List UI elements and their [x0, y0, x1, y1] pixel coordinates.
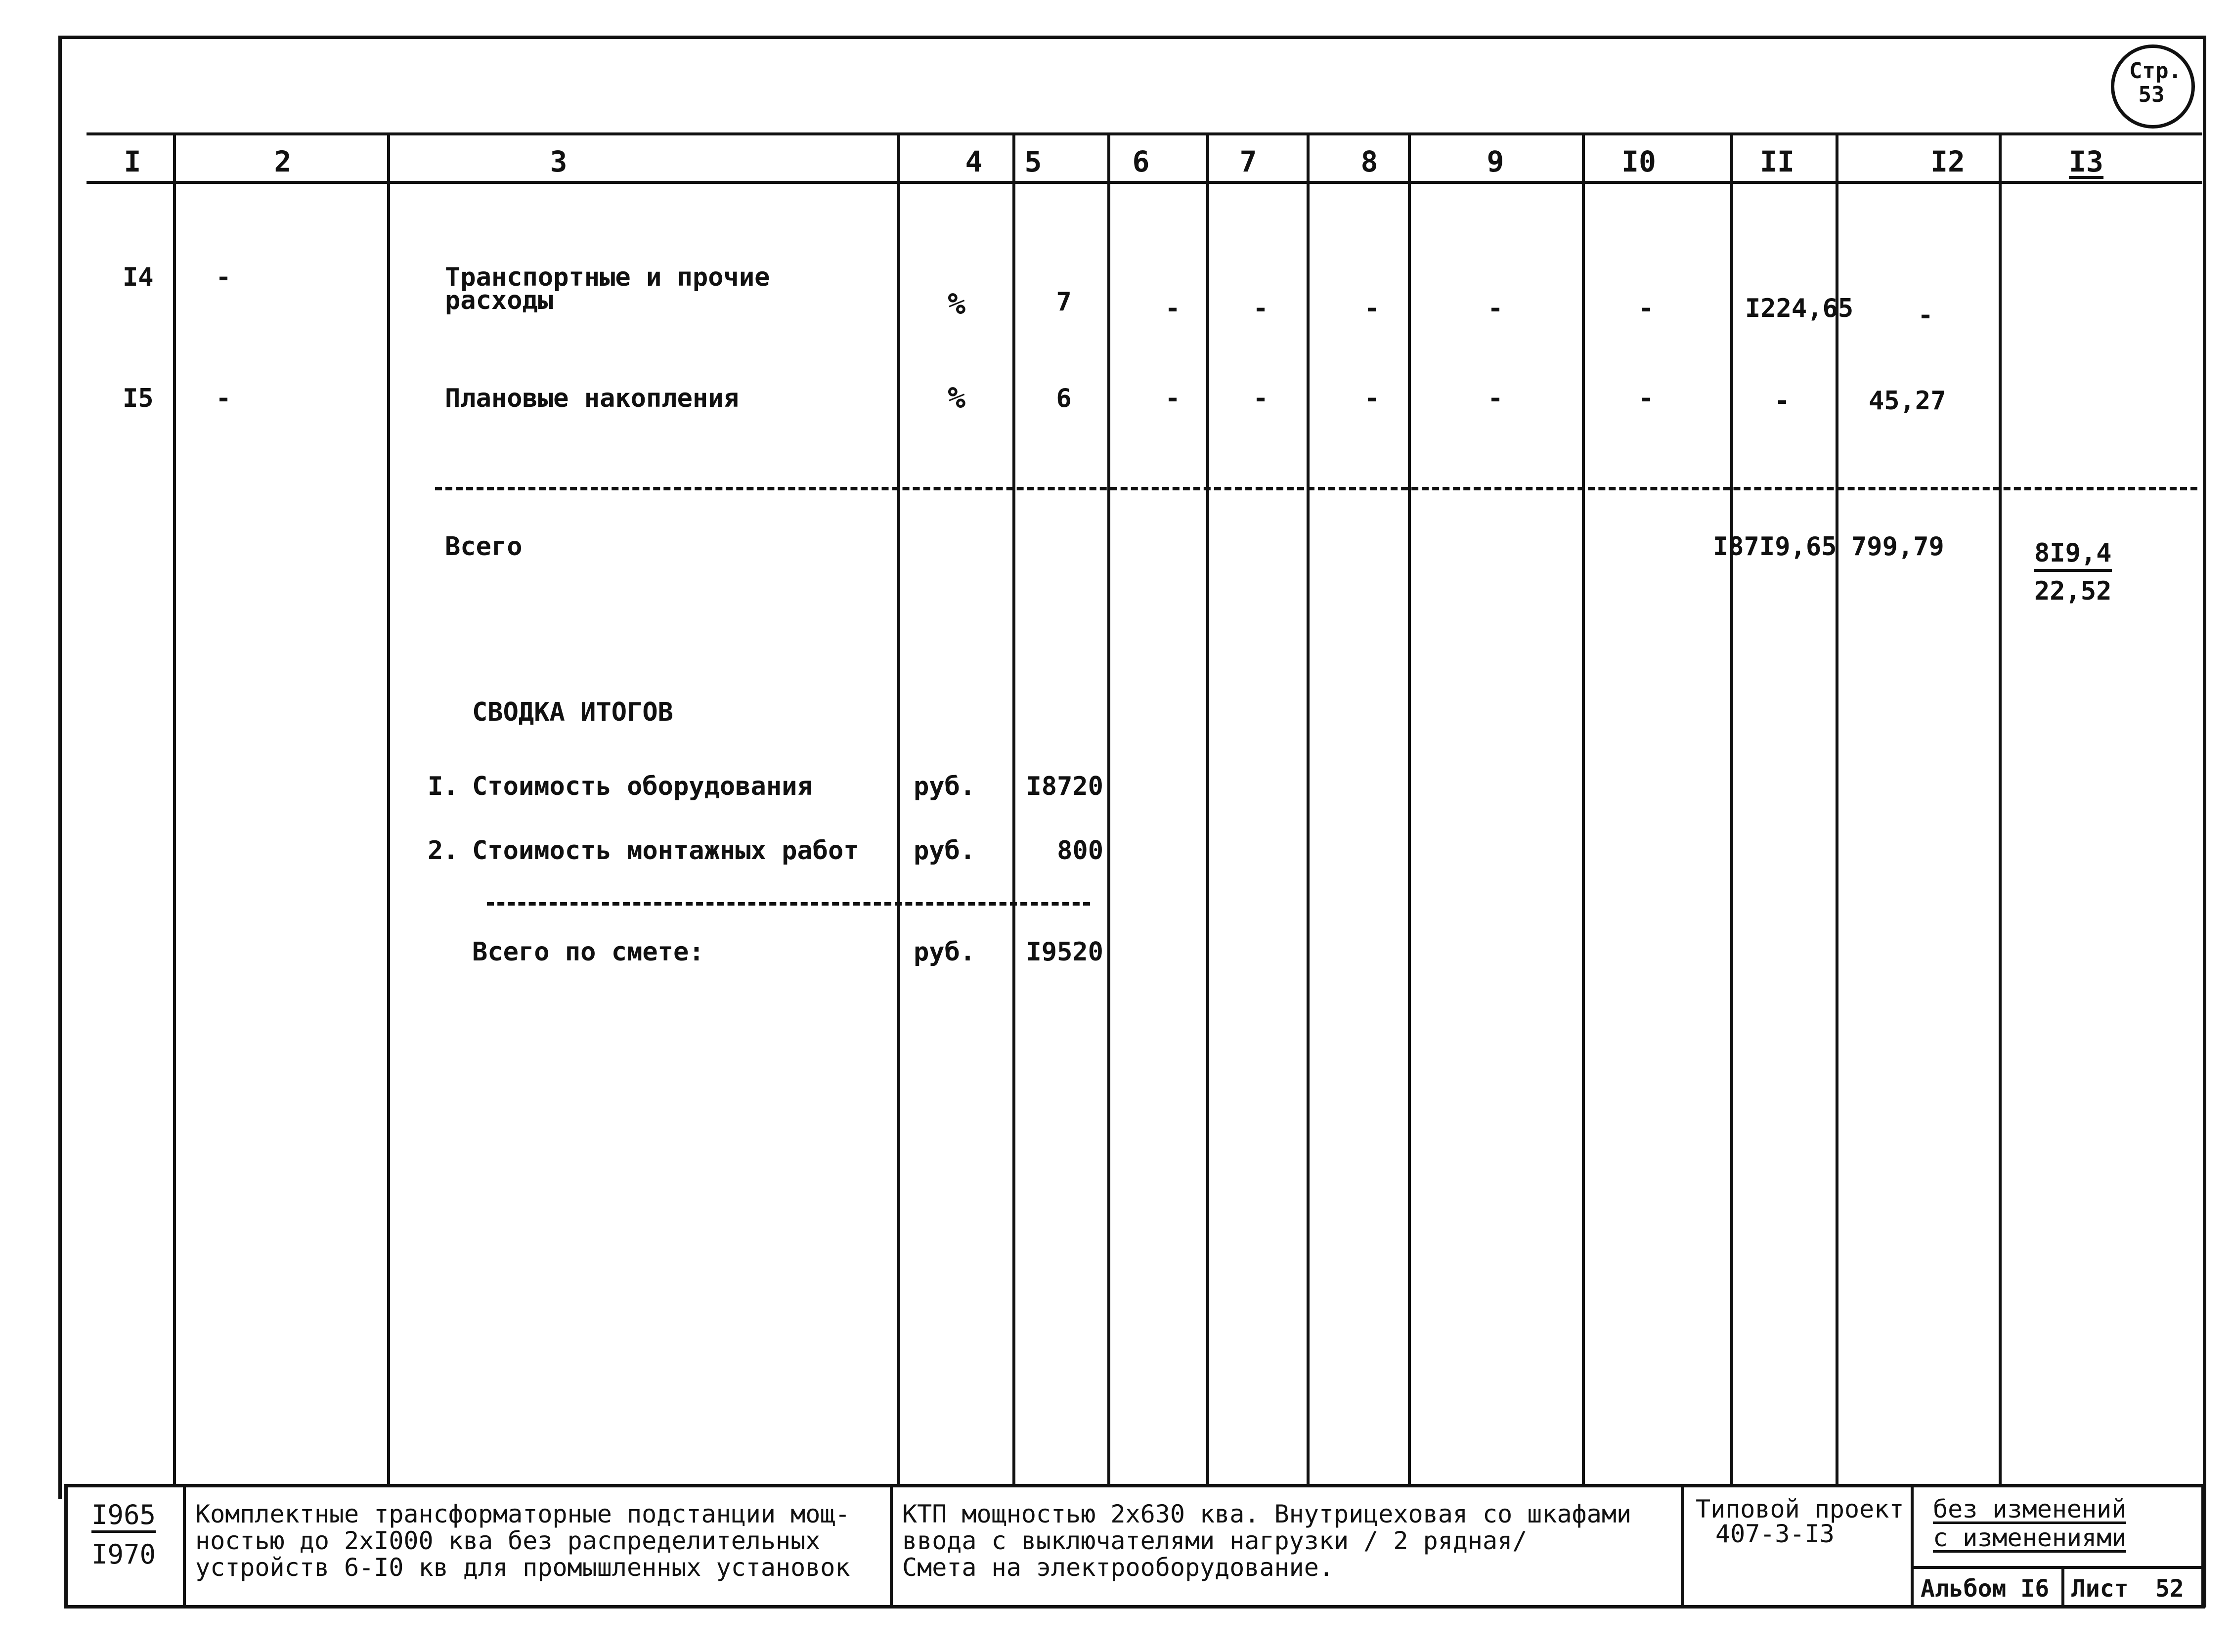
frame-top [58, 36, 2206, 39]
total-col13-bottom: 22,52 [2034, 576, 2112, 606]
no-changes-label: без изменений [1933, 1495, 2127, 1523]
row-15-col10: - [1638, 384, 1654, 413]
summary-item-1-name: Стоимость оборудования [472, 772, 813, 801]
col-header-6: 6 [1132, 145, 1150, 178]
col-divider-12 [1999, 133, 2002, 1484]
row-15-name: Плановые накопления [445, 384, 739, 413]
summary-item-2-number: 2. [428, 836, 459, 866]
summary-item-2-unit: руб. [914, 836, 976, 866]
title-divider-2 [890, 1484, 893, 1608]
summary-item-2-name: Стоимость монтажных работ [472, 836, 859, 866]
col-header-11: II [1760, 145, 1794, 178]
page-stamp-number: 53 [2138, 82, 2165, 107]
summary-item-1-value: I8720 [1026, 772, 1103, 801]
col-header-9: 9 [1487, 145, 1504, 178]
col-divider-3 [897, 133, 900, 1484]
summary-separator [487, 902, 1090, 906]
title-divider-4 [1911, 1484, 1914, 1608]
row-15-col11: - [1774, 386, 1790, 416]
grand-total-label: Всего по смете: [472, 937, 704, 967]
row-14-col9: - [1487, 294, 1503, 323]
col-header-13: I3 [2069, 145, 2103, 178]
col-header-7: 7 [1239, 145, 1257, 178]
col-header-1: I [124, 145, 141, 178]
col-divider-5 [1107, 133, 1110, 1484]
header-top-line [87, 132, 2202, 135]
total-separator [435, 487, 2197, 490]
grand-total-unit: руб. [914, 937, 976, 967]
description-line-3: устройств 6-I0 кв для промышленных установок [195, 1553, 850, 1582]
col-divider-8 [1408, 133, 1411, 1484]
col-divider-2 [387, 133, 390, 1484]
typical-project-number: 407-3-I3 [1715, 1520, 1835, 1548]
title-divider-5 [2061, 1566, 2064, 1608]
col-divider-1 [173, 133, 176, 1484]
summary-item-2-value: 800 [1057, 836, 1103, 866]
total-col11: I87I9,65 [1713, 532, 1837, 562]
project-line-2: ввода с выключателями нагрузки / 2 рядная/ [902, 1526, 1528, 1555]
header-bottom-line [87, 181, 2202, 184]
col-header-3: 3 [550, 145, 568, 178]
total-col12: 799,79 [1851, 532, 1944, 562]
summary-item-1-unit: руб. [914, 772, 976, 801]
row-15-col7: - [1253, 384, 1269, 413]
project-line-3: Смета на электрооборудование. [902, 1553, 1334, 1582]
page-stamp-label: Стр. [2129, 58, 2182, 84]
row-14-col12: - [1918, 301, 1933, 330]
col-divider-6 [1206, 133, 1209, 1484]
col-header-2: 2 [274, 145, 292, 178]
total-label: Всего [445, 532, 523, 562]
year-bottom: I970 [91, 1539, 156, 1570]
frame-right [2203, 36, 2206, 1608]
row-15-col6: - [1165, 384, 1181, 413]
title-divider-3 [1681, 1484, 1684, 1608]
total-col13-top: 8I9,4 [2034, 540, 2112, 572]
row-15-col2: - [216, 384, 231, 413]
col-divider-9 [1582, 133, 1585, 1484]
typical-project-label: Типовой проект [1696, 1495, 1904, 1523]
row-15-number: I5 [123, 384, 154, 413]
row-14-name-line1: Транспортные и прочие [445, 262, 770, 292]
row-14-rate: 7 [1056, 287, 1072, 317]
row-14-col6: - [1165, 294, 1181, 323]
col-header-12: I2 [1930, 145, 1965, 178]
description-line-1: Комплектные трансформаторные подстанции мощ- [195, 1500, 850, 1528]
col-header-5: 5 [1024, 145, 1042, 178]
album-label: Альбом I6 [1921, 1575, 2050, 1603]
year-top: I965 [91, 1502, 156, 1533]
row-15-unit: % [947, 381, 966, 415]
sheet-label: Лист [2071, 1575, 2129, 1603]
grand-total-value: I9520 [1026, 937, 1103, 967]
row-15-rate: 6 [1056, 384, 1072, 413]
col-divider-11 [1836, 133, 1838, 1484]
row-14-unit: % [947, 287, 966, 321]
row-15-col8: - [1364, 384, 1380, 413]
description-line-2: ностью до 2хI000 ква без распределительных [195, 1526, 821, 1555]
col-header-8: 8 [1360, 145, 1378, 178]
row-15-col9: - [1487, 384, 1503, 413]
col-divider-7 [1307, 133, 1310, 1484]
row-14-col8: - [1364, 294, 1380, 323]
row-15-col12: 45,27 [1869, 386, 1946, 416]
frame-left [58, 36, 62, 1499]
summary-item-1-number: I. [428, 772, 459, 801]
col-divider-10 [1730, 133, 1733, 1484]
title-divider-h [1911, 1566, 2202, 1569]
row-14-number: I4 [123, 262, 154, 292]
row-14-col2: - [216, 262, 231, 292]
summary-title: СВОДКА ИТОГОВ [472, 697, 673, 727]
row-14-col10: - [1638, 294, 1654, 323]
with-changes-label: с изменениями [1933, 1523, 2127, 1552]
col-header-10: I0 [1621, 145, 1656, 178]
title-divider-1 [183, 1484, 186, 1608]
row-14-name-line2: расходы [445, 286, 554, 315]
sheet-number: 52 [2155, 1575, 2184, 1603]
row-14-col7: - [1253, 294, 1269, 323]
col-header-4: 4 [965, 145, 983, 178]
project-line-1: КТП мощностью 2х630 ква. Внутрицеховая со шкафами [902, 1500, 1632, 1528]
col-divider-4 [1012, 133, 1015, 1484]
row-14-col11: I224,65 [1745, 294, 1854, 323]
